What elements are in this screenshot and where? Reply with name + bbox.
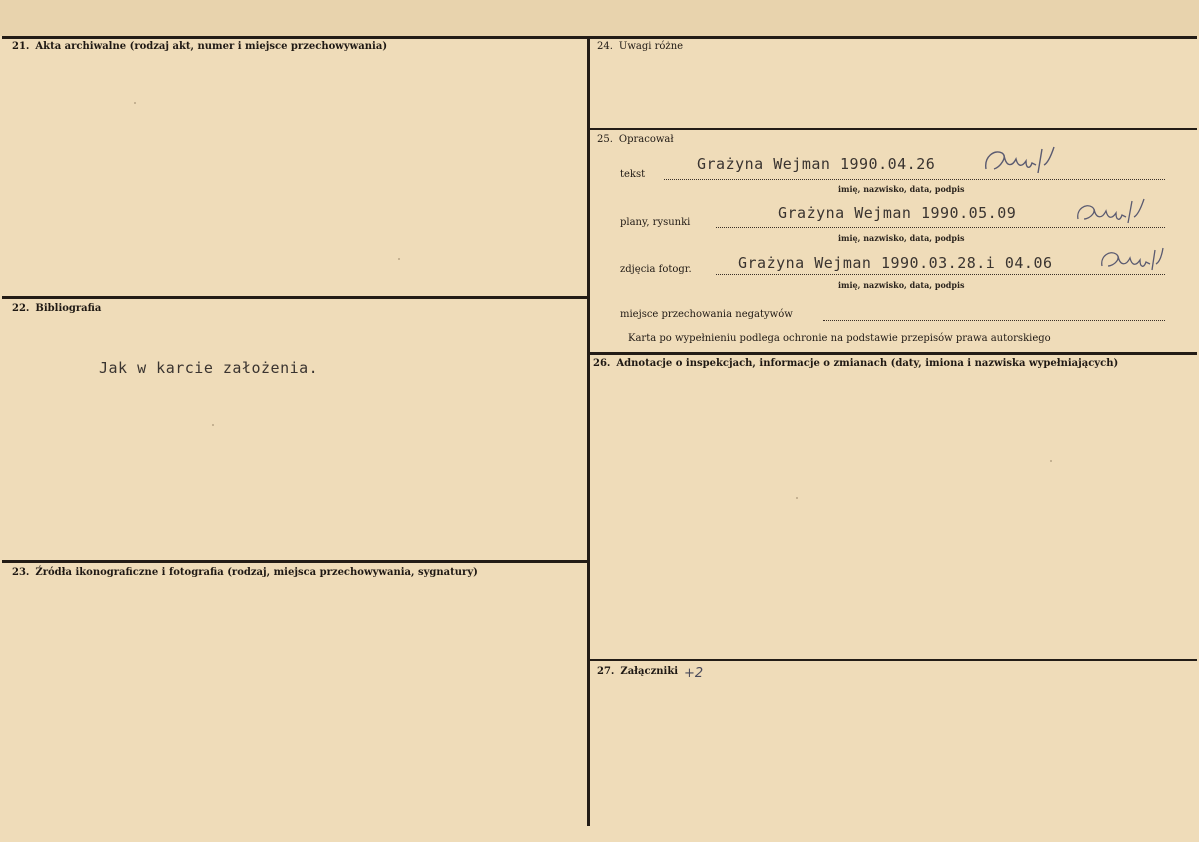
divider-26-27 — [589, 659, 1197, 661]
row-plans-label: plany, rysunki — [620, 217, 691, 228]
row-photos-typed: Grażyna Wejman 1990.03.28.i 04.06 — [738, 254, 1053, 272]
negatives-label: miejsce przechowania negatywów — [620, 309, 793, 320]
section-22-title: 22. Bibliografia — [12, 303, 102, 314]
row-plans-caption: imię, nazwisko, data, podpis — [838, 233, 965, 243]
section-21-title: 21. Akta archiwalne (rodzaj akt, numer i miejsce przechowywania) — [12, 41, 388, 52]
divider-25-26 — [589, 352, 1197, 355]
paper-speck — [398, 258, 400, 260]
attachments-handwritten: +2 — [684, 666, 704, 681]
row-text-caption: imię, nazwisko, data, podpis — [838, 184, 965, 194]
row-plans-typed: Grażyna Wejman 1990.05.09 — [778, 204, 1017, 222]
paper-speck — [796, 497, 798, 499]
section-27-title: 27. Załączniki — [597, 666, 679, 677]
copyright-note: Karta po wypełnieniu podlega ochronie na podstawie przepisów prawa autorskiego — [628, 333, 1051, 344]
center-divider — [587, 36, 590, 826]
paper-speck — [134, 102, 136, 104]
row-text-label: tekst — [620, 169, 646, 180]
section-26-title: 26. Adnotacje o inspekcjach, informacje o zmianach (daty, imiona i nazwiska wypełniających) — [593, 358, 1119, 369]
section-24-title: 24. Uwagi różne — [597, 41, 684, 52]
section-23-title: 23. Źródła ikonograficzne i fotografia (rodzaj, miejsca przechowywania, sygnatury) — [12, 567, 478, 578]
signature-text — [982, 143, 1058, 177]
row-photos-caption: imię, nazwisko, data, podpis — [838, 280, 965, 290]
negatives-line — [823, 320, 1165, 321]
divider-21-22 — [2, 296, 589, 299]
divider-24-25 — [589, 128, 1197, 130]
paper-speck — [212, 424, 214, 426]
section-25-title: 25. Opracował — [597, 134, 674, 145]
row-photos-line — [716, 274, 1165, 275]
paper-speck — [1050, 460, 1052, 462]
row-photos-label: zdjęcia fotogr. — [620, 264, 692, 275]
signature-plans — [1074, 197, 1148, 227]
divider-22-23 — [2, 560, 589, 563]
bibliography-typed-text: Jak w karcie założenia. — [99, 359, 319, 377]
row-text-line — [664, 179, 1165, 180]
row-text-typed: Grażyna Wejman 1990.04.26 — [697, 155, 936, 173]
top-border — [2, 36, 1197, 39]
card-top-edge — [0, 0, 1199, 36]
signature-photos — [1098, 246, 1164, 274]
row-plans-line — [716, 227, 1165, 228]
